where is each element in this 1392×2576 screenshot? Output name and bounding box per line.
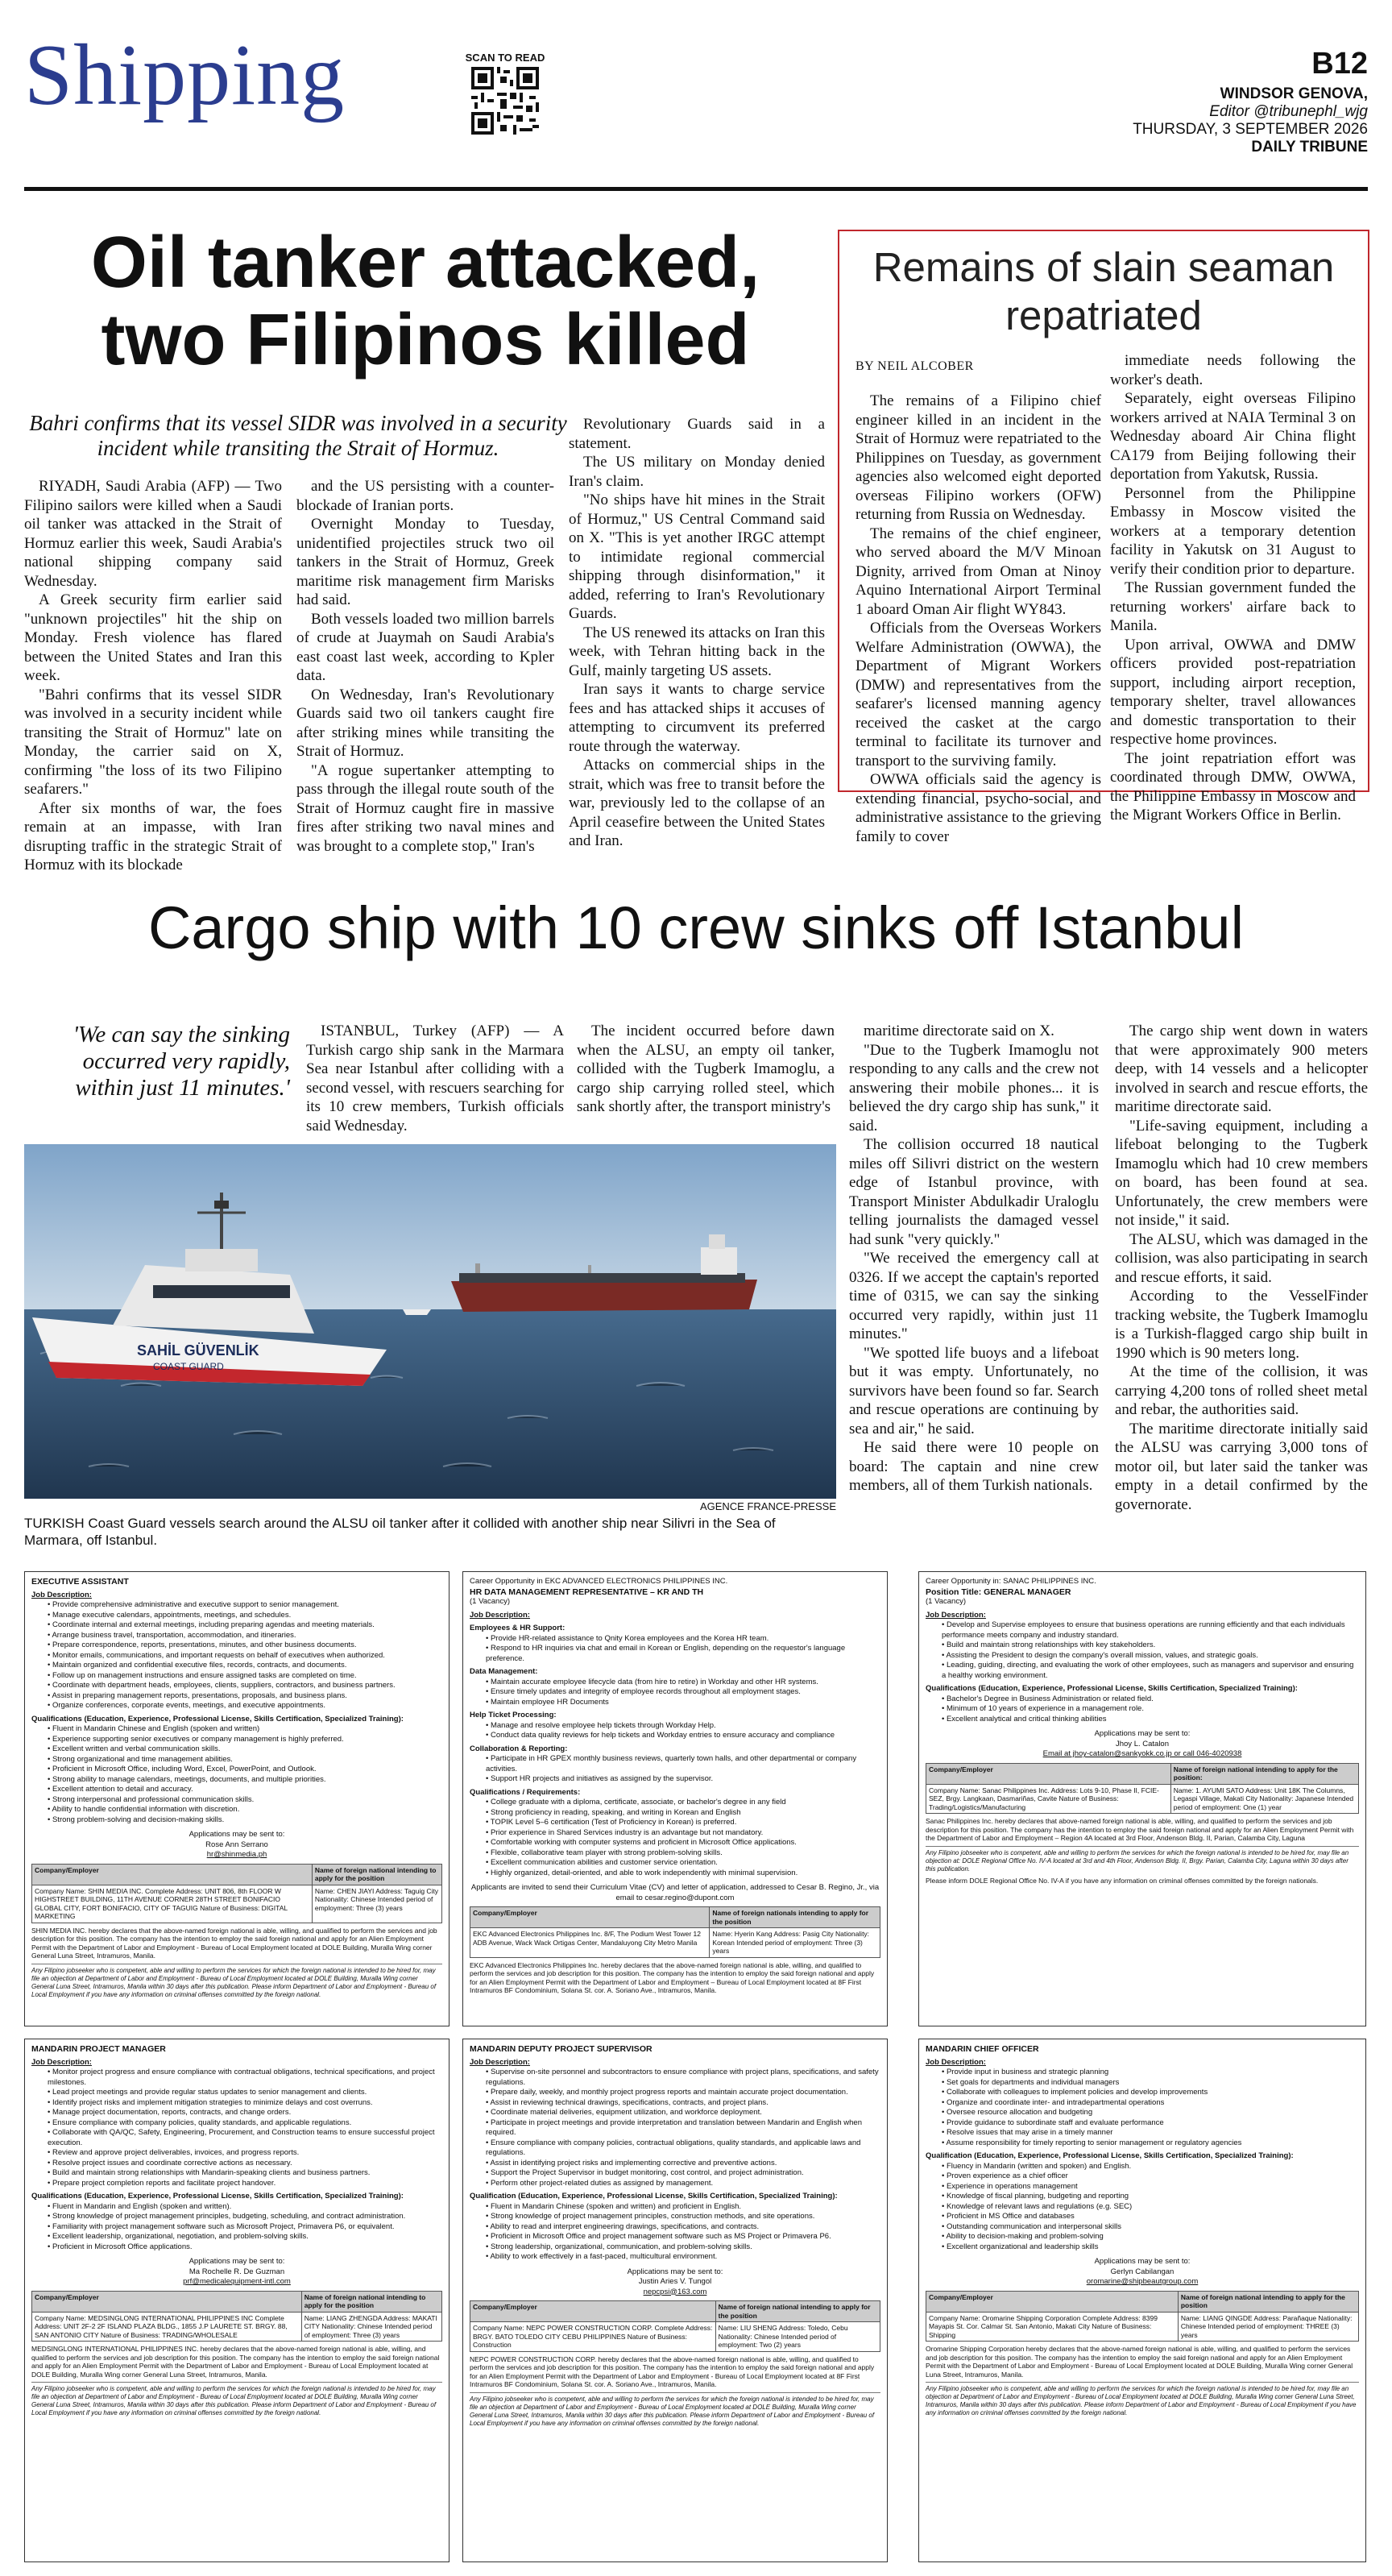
ad-qualification-item: • Ability to handle confidential information with discretion.	[48, 1805, 442, 1815]
ad-qualification-item: • Outstanding communication and interpersonal skills	[942, 2222, 1359, 2233]
ad-qualifications-heading: Qualifications / Requirements:	[470, 1787, 581, 1797]
ad-employer-table	[31, 1864, 442, 1923]
ad-contact-name: Rose Ann Serrano	[205, 1840, 268, 1849]
ad-qualification-item: • Strong interpersonal and professional communication skills.	[48, 1795, 442, 1806]
ad-qualifications-heading: Qualification (Education, Experience, Professional License, Skills Certification, Specialized Training):	[470, 2192, 838, 2201]
ad-qualification-item: • Flexible, collaborative team player with strong problem-solving skills.	[486, 1848, 880, 1859]
ad-qualification-item: • Excellent written and verbal communication skills.	[48, 1744, 442, 1755]
ad-qualification-item: • Strong knowledge of project management principles, construction methods, and site operations.	[486, 2212, 880, 2222]
ad-duty: • Maintain accurate employee lifecycle data (from hire to retire) in Workday and other HR systems.	[486, 1678, 880, 1688]
ad-duty-item: • Maintain organized and confidential executive files, records, contracts, and documents.	[48, 1661, 442, 1671]
job-ad-hr-data-management	[462, 1571, 888, 2026]
ad-qualification-item: • Proficient in MS Office and databases	[942, 2212, 1359, 2222]
ad-qualification-item: • Fluent in Mandarin Chinese (spoken and written) and proficient in English.	[486, 2202, 880, 2213]
ad-objection-notice: Any Filipino jobseeker who is competent, able and willing to perform the services for which the foreign national is intended to be hired for, may file an objection at Department of Labor and Employment - Bureau of Local Employment located at DOLE Building, Muralla Wing corner General Luna Street, Intramuros, Manila within 30 days after this publication. Please inform Department of Labor and Employment - Bureau of Local Employment if you have any information on criminal offenses committed by the foreign national.	[926, 2382, 1359, 2417]
scan-label: SCAN TO READ	[465, 52, 545, 64]
ad-job-description-heading: Job Description:	[926, 1610, 986, 1620]
paragraph: A Greek security firm earlier said "unknown projectiles" hit the ship on Monday. Fresh violence has flared between the United States and Iran this week.	[24, 591, 282, 684]
ad-duty-item: • Assist in preparing management reports, presentations, proposals, and business plans.	[48, 1691, 442, 1702]
ad-contact-email[interactable]: nepcpsi@163.com	[643, 2287, 707, 2296]
table-header-employer: Company/Employer	[926, 2291, 1179, 2312]
ad-duty	[926, 1620, 1359, 1681]
ad-employer-line: Career Opportunity in: SANAC PHILIPPINES INC.	[926, 1577, 1096, 1586]
story3-column-3	[849, 1022, 1099, 1495]
paragraph: "Due to the Tugberk Imamoglu not responding to any calls and the crew not answering their mobile phones... it is believed the dry cargo ship has sunk," it said.	[849, 1041, 1099, 1135]
ad-group-list	[470, 1678, 880, 1708]
ad-vacancy: (1 Vacancy)	[926, 1597, 966, 1606]
ad-qualification-item: • Strong problem-solving and decision-making skills.	[48, 1815, 442, 1826]
ad-duty-item: • Support the Project Supervisor in budget monitoring, cost control, and project administration.	[486, 2168, 880, 2179]
paragraph: The US military on Monday denied Iran's claim.	[569, 454, 825, 490]
boat-label-tr: SAHİL GÜVENLİK	[137, 1342, 259, 1359]
paragraph: ISTANBUL, Turkey (AFP) — A Turkish cargo ship sank in the Marmara Sea near Istanbul after colliding with a second vessel, with rescuers searching for its 10 crew members, Turkish officials said Wednesday.	[306, 1023, 564, 1135]
ad-duty-item: • Assume responsibility for timely reporting to senior management or regulatory agencies	[942, 2138, 1359, 2149]
employer-cell: Company Name: SHIN MEDIA INC. Complete Address: UNIT 806, 8th FLOOR W HIGHSTREET BUILDING, 11TH AVENUE CORNER 28TH STREET BONIFACIO GLOBAL CITY, FORT BONIFACIO, CITY OF TAGUIG Nature of Business: DIGITAL MARKETING	[32, 1885, 313, 1923]
ad-duty-item: • Coordinate with department heads, employees, clients, suppliers, contractors, and business partners.	[48, 1681, 442, 1691]
ad-contact-email[interactable]: hr@shinmedia.ph	[206, 1850, 267, 1859]
pull-quote: 'We can say the sinking occurred very rapidly, within just 11 minutes.'	[72, 1022, 290, 1101]
story2-column-1	[856, 392, 1101, 846]
ad-employer-table	[926, 1763, 1359, 1815]
table-header-employer: Company/Employer	[470, 1907, 710, 1928]
ad-duty-item: • Collaborate with QA/QC, Safety, Engineering, Procurement, and Construction teams to ensure successful project execution.	[48, 2128, 442, 2148]
ad-duty: • Participate in HR GPEX monthly business reviews, quarterly town halls, and other departmental or company activities.	[486, 1754, 880, 1774]
paragraph: "No ships have hit mines in the Strait of Hormuz," US Central Command said on X. "This is yet another IRGC attempt to intimidate regional commercial shipping through disinformation," it added, referring to Iran's Revolutionary Guards.	[569, 492, 825, 622]
ad-duty: • Conduct data quality reviews for help tickets and Workday entries to ensure accuracy and compliance	[486, 1731, 880, 1741]
ad-qualification-item: • Strong ability to manage calendars, meetings, documents, and multiple priorities.	[48, 1775, 442, 1786]
editor-handle: Editor @tribunephl_wjg	[1209, 103, 1368, 120]
ad-duty-item: • Lead project meetings and provide regular status updates to senior management and clients.	[48, 2088, 442, 2098]
ad-group-heading: Employees & HR Support:	[470, 1624, 566, 1632]
ad-contact-name: Gerlyn Cabilangan	[1110, 2267, 1174, 2276]
ad-duty-item: • Prepare correspondence, reports, presentations, minutes, and other business documents.	[48, 1641, 442, 1651]
paragraph: "A rogue supertanker attempting to pass through the illegal route south of the Strait of Hormuz caught fire in massive fires after striking two naval mines and was brought to a complete stop," Iran's	[296, 761, 554, 855]
paragraph: According to the VesselFinder tracking website, the Tugberk Imamoglu is a Turkish-flagged cargo ship built in 1990 which is 90 meters long.	[1115, 1288, 1368, 1362]
ad-duty-item: • Develop and Supervise employees to ensure that business operations are running efficiently and that each individuals performance meets company and industry standard.	[942, 1620, 1359, 1641]
editor-block	[1133, 85, 1368, 156]
ad-qualification-item: • Minimum of 10 years of experience in a management role.	[942, 1704, 1359, 1715]
story3-column-2	[577, 1022, 835, 1117]
paragraph: RIYADH, Saudi Arabia (AFP) — Two Filipino sailors were killed when a Saudi oil tanker was attacked in the Strait of Hormuz earlier this week, Saudi Arabia's national shipping company said Wednesday.	[24, 478, 282, 590]
table-header-foreign-national: Name of foreign national intending to apply for the position:	[1170, 1763, 1358, 1784]
ad-employer-table	[470, 2300, 880, 2352]
ad-duty-item: • Provide input in business and strategic planning	[942, 2068, 1359, 2078]
photo-credit: AGENCE FRANCE-PRESSE	[699, 1500, 836, 1512]
ad-duty-item: • Organize conferences, corporate events, meetings, and executive appointments.	[48, 1701, 442, 1711]
ad-duty-item: • Perform other project-related duties as assigned by management.	[486, 2179, 880, 2189]
ad-objection-notice: Any Filipino jobseeker who is competent, able and willing to perform the services for which the foreign national is intended to be hired for, may file an objection at Department of Labor and Employment - Bureau of Local Employment located at DOLE Building, Muralla Wing corner General Luna Street, Intramuros, Manila within 30 days after this publication. Please inform Department of Labor and Employment - Bureau of Local Employment if you have any information on criminal offenses committed by the foreign national.	[31, 1964, 442, 1999]
page-number: B12	[1311, 47, 1368, 81]
paragraph: Both vessels loaded two million barrels of crude at Juaymah on Saudi Arabia's east coast last week, according to Kpler data.	[296, 610, 554, 684]
foreign-national-cell: Name: LIANG ZHENGDA Address: MAKATI CITY Nationality: Chinese Intended period of employment: Three (3) years	[301, 2312, 441, 2342]
masthead-rule	[24, 187, 1368, 191]
ad-qualification-item: • Fluent in Mandarin Chinese and English (spoken and written)	[48, 1724, 442, 1735]
ad-qualification-item: • Ability to work effectively in a fast-paced, multicultural environment.	[486, 2252, 880, 2263]
ad-duty-item: • Organize and coordinate inter- and intradepartmental operations	[942, 2098, 1359, 2109]
employer-cell: EKC Advanced Electronics Philippines Inc. 8/F, The Podium West Tower 12 ADB Avenue, Wack Wack Ortigas Center, Mandaluyong City Metro Manila	[470, 1928, 710, 1958]
ad-qualification	[31, 1724, 442, 1825]
employer-cell: Company Name: MEDSINGLONG INTERNATIONAL PHILIPPINES INC Complete Address: UNIT 2F-2 2F ISLAND PLAZA BLDG., 1855 J.P LAURETE ST. BRGY. 88, SAN ANTONIO CITY Nature of Business: TRADING/WHOLESALE	[32, 2312, 302, 2342]
ad-vacancy: (1 Vacancy)	[470, 1597, 510, 1606]
ad-duty	[926, 2068, 1359, 2148]
ad-contact-email[interactable]: Email at jhoy-catalon@sankyokk.co.jp or call 046-4020938	[1042, 1749, 1242, 1758]
ad-employer-table	[926, 2291, 1359, 2342]
ad-contact-email[interactable]: oromarine@shipbeautgroup.com	[1086, 2277, 1199, 2286]
table-header-foreign-national: Name of foreign nationals intending to apply for the position	[710, 1907, 880, 1928]
ad-group-list	[470, 1721, 880, 1741]
paragraph: Revolutionary Guards said in a statement.	[569, 416, 825, 452]
story1-column-3	[569, 415, 825, 851]
headline-cargo-ship: Cargo ship with 10 crew sinks off Istanbul	[147, 894, 1245, 961]
ad-duty-item: • Prepare daily, weekly, and monthly project progress reports and maintain accurate project documentation.	[486, 2088, 880, 2098]
ad-duty-item: • Leading, guiding, directing, and evaluating the work of other employees, such as managers and supervisor and ensuring a healthy working environment.	[942, 1661, 1359, 1681]
ad-qualification	[926, 2162, 1359, 2253]
ad-duty-item: • Provide comprehensive administrative and executive support to senior management.	[48, 1600, 442, 1611]
qr-code-icon[interactable]	[471, 67, 539, 135]
ad-qualification	[31, 2202, 442, 2253]
ad-declaration: NEPC POWER CONSTRUCTION CORP. hereby declares that the above-named foreign national is able, willing, and qualified to perform the services and job description for this position. The company has the intention to employ the said foreign national and apply for an Alien Employment Permit with the Department of Labor and Employment - Bureau of Local Employment located at 8F First Intramuros BF Condominium, Solana St. cor. A. Soriano Ave., Intramuros, Manila.	[470, 2354, 875, 2388]
ad-declaration: MEDSINGLONG INTERNATIONAL PHILIPPINES INC. hereby declares that the above-named foreign national is able, willing, and qualified to perform the services and job description for this position. The company has the intention to employ the said foreign national and apply for an Alien Employment Permit with the Department of Labor and Employment - Bureau of Local Employment located at DOLE Building, Muralla Wing corner General Luna Street, Intramuros, Manila.	[31, 2345, 440, 2379]
paragraph: The collision occurred 18 nautical miles off Silivri district on the western edge of Istanbul province, with Transport Minister Abdulkadir Uraloglu telling journalists the damaged vessel had sunk "very quickly."	[849, 1136, 1099, 1248]
ad-qualifications-heading: Qualifications (Education, Experience, Professional License, Skills Certification, Specialized Training):	[31, 2192, 404, 2201]
ad-duty-item: • Monitor emails, communications, and important requests on behalf of executives when authorized.	[48, 1651, 442, 1661]
ad-duty-item: • Participate in project meetings and provide interpretation and translation between Mandarin and English when required.	[486, 2118, 880, 2138]
ad-qualification-item: • Experience in operations management	[942, 2182, 1359, 2192]
ad-qualification-item: • College graduate with a diploma, certificate, associate, or bachelor's degree in any field	[486, 1798, 880, 1808]
paragraph: OWWA officials said the agency is extending financial, psycho-social, and administrative assistance to the grieving family to cover	[856, 771, 1101, 845]
headline-repatriation: Remains of slain seaman repatriated	[872, 244, 1335, 338]
ad-qualification-item: • Comfortable working with computer systems and proficient in Microsoft Office applications.	[486, 1838, 880, 1848]
ad-group-heading: Data Management:	[470, 1667, 538, 1676]
foreign-national-cell: Name: 1. AYUMI SATO Address: Unit 18K The Columns, Legaspi Village, Makati City Nationality: Japanese Intended period of employment: One (1) year	[1170, 1784, 1358, 1814]
ad-qualification-item: • Highly organized, detail-oriented, and able to work independently with minimal supervision.	[486, 1869, 880, 1879]
ad-apply-label: Applications may be sent to:	[1094, 2257, 1191, 2266]
ad-job-description-heading: Job Description:	[31, 2057, 92, 2067]
ad-qualification-item: • Strong knowledge of project management principles, budgeting, scheduling, and contract administration.	[48, 2212, 442, 2222]
ad-duty-item: • Identify project risks and implement mitigation strategies to minimize delays and cost overruns.	[48, 2098, 442, 2109]
ad-duty-item: • Monitor project progress and ensure compliance with contractual obligations, technical specifications, and project milestones.	[48, 2068, 442, 2088]
paragraph: At the time of the collision, it was carrying 4,200 tons of rolled sheet metal and rebar, the authorities said.	[1115, 1363, 1368, 1418]
ad-employer-table	[470, 1906, 880, 1958]
coast-guard-photo	[24, 1144, 836, 1499]
paragraph: The incident occurred before dawn when the ALSU, an empty oil tanker, collided with the Tugberk Imamoglu, a cargo ship carrying rolled steel, which sank shortly after, the transport ministry's	[577, 1023, 835, 1115]
ad-qualification	[470, 1798, 880, 1878]
table-header-employer: Company/Employer	[32, 2291, 302, 2312]
ad-duty-item: • Collaborate with colleagues to implement policies and develop improvements	[942, 2088, 1359, 2098]
ad-declaration: Oromarine Shipping Corporation hereby declares that the above-named foreign national is able, willing, and qualified to perform the services and job description for this position. The company has the intention to employ the said foreign national and apply for an Alien Employment Permit with the Department of Labor and Employment - Bureau of Local Employment located at DOLE Building, Muralla Wing corner General Luna Street, Intramuros, Manila.	[926, 2345, 1353, 2379]
qr-block[interactable]	[463, 52, 547, 135]
headline-tanker: Oil tanker attacked, two Filipinos killed	[90, 222, 760, 380]
ad-duty: • Provide HR-related assistance to Qnity Korea employees and the Korea HR team.	[486, 1634, 880, 1645]
job-ad-chief-officer	[918, 2039, 1366, 2562]
ad-duty-item: • Set goals for departments and individual managers	[942, 2078, 1359, 2089]
ad-declaration: SHIN MEDIA INC. hereby declares that the above-named foreign national is able, willing, and qualified to perform the services and job description for this position. The company has the intention to employ the said foreign national and apply for an Alien Employment Permit with the Department of Labor and Employment - Bureau of Local Employment located at DOLE Building, Muralla Wing corner General Luna Street, Intramuros, Manila.	[31, 1926, 437, 1960]
ad-qualification-item: • Experience supporting senior executives or company management is highly preferred.	[48, 1735, 442, 1745]
table-header-employer: Company/Employer	[32, 1864, 313, 1885]
ad-duty-item: • Resolve issues that may arise in a timely manner	[942, 2128, 1359, 2138]
ad-qualification-item: • Knowledge of relevant laws and regulations (e.g. SEC)	[942, 2202, 1359, 2213]
table-header-foreign-national: Name of foreign national intending to apply for the position	[715, 2301, 880, 2322]
ad-duty-item: • Review and approve project deliverables, invoices, and progress reports.	[48, 2148, 442, 2159]
ad-duty-item: • Ensure compliance with company policies, quality standards, and applicable regulations.	[48, 2118, 442, 2129]
ad-qualification-item: • Strong leadership, organizational, communication, and problem-solving skills.	[486, 2242, 880, 2253]
table-header-foreign-national: Name of foreign national intending to apply for the position	[301, 2291, 441, 2312]
story1-column-2	[296, 477, 554, 856]
ad-job-description-heading: Job Description:	[31, 1590, 92, 1599]
ad-duty-item: • Manage project documentation, reports, contracts, and change orders.	[48, 2108, 442, 2118]
ad-duty-item: • Follow up on management instructions and ensure assigned tasks are completed on time.	[48, 1671, 442, 1682]
ad-duty: • Maintain employee HR Documents	[486, 1698, 880, 1708]
ad-qualification	[926, 1695, 1359, 1725]
paragraph: "Bahri confirms that its vessel SIDR was involved in a security incident while transiting the Strait of Hormuz" late on Monday, the carrier said on X, confirming "the loss of its two Filipino seafarers."	[24, 686, 282, 798]
ad-qualification-item: • Knowledge of fiscal planning, budgeting and reporting	[942, 2192, 1359, 2202]
paragraph: Upon arrival, OWWA and DMW officers provided post-repatriation support, including airport reception, temporary shelter, travel allowances and domestic transportation to their respective home provinces.	[1110, 636, 1356, 748]
ad-duty-item: • Manage executive calendars, appointments, meetings, and schedules.	[48, 1611, 442, 1621]
ad-duty-item: • Coordinate internal and external meetings, including preparing agendas and meeting materials.	[48, 1620, 442, 1631]
ad-employer-table	[31, 2291, 442, 2342]
story3-column-4	[1115, 1022, 1368, 1514]
ad-qualification-item: • Excellent organizational and leadership skills	[942, 2242, 1359, 2253]
paragraph: Iran says it wants to charge service fees and has attacked ships it accuses of attempting to circumvent its preferred route through the waterway.	[569, 681, 825, 755]
ad-duty-item: • Arrange business travel, transportation, accommodation, and itineraries.	[48, 1631, 442, 1641]
paragraph: The maritime directorate initially said the ALSU was carrying 3,000 tons of motor oil, but later said the tanker was empty in a detail confirmed by the governorate.	[1115, 1420, 1368, 1513]
job-ad-executive-assistant	[24, 1571, 450, 2026]
ad-duty-item: • Build and maintain strong relationships with key stakeholders.	[942, 1641, 1359, 1651]
job-ad-general-manager	[918, 1571, 1366, 2026]
ad-duty-item: • Build and maintain strong relationships with Mandarin-speaking clients and business partners.	[48, 2168, 442, 2179]
ad-qualification-item: • Excellent leadership, organizational, negotiation, and problem-solving skills.	[48, 2232, 442, 2242]
table-header-foreign-national: Name of foreign national intending to apply for the position	[1178, 2291, 1358, 2312]
ad-job-description-heading: Job Description:	[926, 2057, 986, 2067]
ad-duty-item: • Supervise on-site personnel and subcontractors to ensure compliance with project plans, specifications, and safety regulations.	[486, 2068, 880, 2088]
ad-apply-label: Applications may be sent to:	[1094, 1729, 1191, 1738]
paragraph: Separately, eight overseas Filipino workers arrived at NAIA Terminal 3 on Wednesday aboard Air China flight CA179 from Beijing following their deportation from Yakutsk, Russia.	[1110, 390, 1356, 483]
table-header-employer: Company/Employer	[470, 2301, 716, 2322]
photo-caption: TURKISH Coast Guard vessels search around the ALSU oil tanker after it collided with another ship near Silivri in the Sea of Marmara, off Istanbul.	[24, 1516, 776, 1548]
ad-duty-item: • Assist in reviewing technical drawings, specifications, contracts, and project plans.	[486, 2098, 880, 2109]
ad-duty-item: • Assisting the President to design the company's overall mission, values, and strategic goals.	[942, 1651, 1359, 1661]
ad-objection-notice: Any Filipino jobseeker who is competent, able and willing to perform the services for which the foreign national is intended to be hired for, may file an objection at: DOLE Regional Office No. IV-A located at 3rd and 4th Floor, Andenson Bldg. II, Brgy. Parian, Calamba City, Laguna within 30 days after this publication.	[926, 1846, 1359, 1873]
paragraph: The remains of the chief engineer, who served aboard the M/V Minoan Dignity, arrived from Oman at Ninoy Aquino International Airport Terminal 1 aboard Oman Air flight WY843.	[856, 525, 1101, 618]
employer-cell: Company Name: Oromarine Shipping Corporation Complete Address: 8399 Mayapis St. Cor. Calmar St. San Antonio, Makati City Nature of Business: Shipping	[926, 2312, 1179, 2342]
paragraph: He said there were 10 people on board: The captain and nine crew members, all of them Turkish nationals.	[849, 1439, 1099, 1494]
story1-column-1	[24, 477, 282, 875]
ad-qualification-item: • Bachelor's Degree in Business Administration or related field.	[942, 1695, 1359, 1705]
ad-duty-item: • Provide guidance to subordinate staff and evaluate performance	[942, 2118, 1359, 2129]
ad-duty-item: • Resolve project issues and coordinate corrective actions as necessary.	[48, 2159, 442, 2169]
paragraph: "Life-saving equipment, including a lifeboat belonging to the Tugberk Imamoglu which had 10 crew members on board, has been found at sea. Unfortunately, the crew members were not inside," it said.	[1115, 1117, 1368, 1229]
ad-qualification-item: • Excellent communication abilities and customer service orientation.	[486, 1858, 880, 1869]
paper-name: DAILY TRIBUNE	[1251, 139, 1368, 156]
foreign-national-cell: Name: LIU SHENG Address: Toledo, Cebu Nationality: Chinese Intended period of employment: Two (2) years	[715, 2322, 880, 2352]
ad-duty	[31, 2068, 442, 2188]
paragraph: "We spotted life buoys and a lifeboat but it was empty. Unfortunately, no survivors have been found so far. Search and rescue operations are continuing by sea and air," he said.	[849, 1344, 1099, 1437]
paragraph: immediate needs following the worker's death.	[1110, 352, 1356, 388]
ad-duty: • Ensure timely updates and integrity of employee records throughout all employment stages.	[486, 1687, 880, 1698]
paragraph: The remains of a Filipino chief engineer killed in an incident in the Strait of Hormuz were repatriated to the Philippines on Tuesday, as government agencies also welcomed eight deported overseas Filipino workers (OFW) returning from Russia on Wednesday.	[856, 392, 1101, 523]
paragraph: and the US persisting with a counter-blockade of Iranian ports.	[296, 478, 554, 514]
section-title: Shipping	[24, 27, 346, 123]
editor-name: WINDSOR GENOVA,	[1220, 85, 1368, 102]
ad-qualification-item: • Familiarity with project management software such as Microsoft Project, Primavera P6, or equivalent.	[48, 2222, 442, 2233]
ad-position-title: Position Title: GENERAL MANAGER	[926, 1587, 1071, 1597]
ad-job-description-heading: Job Description:	[470, 1610, 530, 1620]
ad-group-heading: Help Ticket Processing:	[470, 1711, 557, 1719]
paragraph: The ALSU, which was damaged in the collision, was also participating in search and rescue efforts, it said.	[1115, 1230, 1368, 1286]
ad-qualification-item: • Proficient in Microsoft Office applications.	[48, 2242, 442, 2253]
ad-qualification-item: • Ability to read and interpret engineering drawings, specifications, and contracts.	[486, 2222, 880, 2233]
paragraph: On Wednesday, Iran's Revolutionary Guards said two oil tankers caught fire after striking mines while transiting the Strait of Hormuz.	[296, 686, 554, 760]
job-ad-mandarin-project-manager	[24, 2039, 450, 2562]
ad-duty-item: • Prepare project completion reports and facilitate project handover.	[48, 2179, 442, 2189]
ad-duty	[470, 2068, 880, 2188]
ad-declaration: Sanac Philippines Inc. hereby declares that above-named foreign national is able, willing, and qualified to perform the services and job description for this position. The company has the intention to employ the said foreign national and apply for an Alien Employment Permit with the Department of Labor and Employment – Region 4A located at 3rd Floor, Andenson Bldg. II, Parian, Calamba City, Laguna	[926, 1817, 1354, 1842]
paragraph: maritime directorate said on X.	[864, 1023, 1054, 1039]
paragraph: "We received the emergency call at 0326. If we accept the captain's reported time of 0315, we can say the sinking occurred very rapidly, within just 11 minutes."	[849, 1250, 1099, 1342]
paragraph: The Russian government funded the returning workers' airfare back to Manila.	[1110, 579, 1356, 634]
ad-contact-name: Jhoy L. Catalon	[1115, 1739, 1169, 1748]
job-ad-deputy-project-supervisor	[462, 2039, 888, 2562]
ad-duty	[31, 1600, 442, 1711]
ad-qualifications-heading: Qualifications (Education, Experience, Professional License, Skills Certification, Specialized Training):	[926, 1684, 1298, 1693]
ad-apply-label: Applications may be sent to:	[188, 1830, 285, 1839]
ad-qualification-item: • Fluency in Mandarin (written and spoken) and English.	[942, 2162, 1359, 2172]
table-header-employer: Company/Employer	[926, 1763, 1171, 1784]
ad-qualifications-heading: Qualification (Education, Experience, Professional License, Skills Certification, Specialized Training):	[926, 2151, 1294, 2160]
paragraph: After six months of war, the foes remain at an impasse, with Iran disrupting traffic in the strategic Strait of Hormuz with its blockade	[24, 799, 282, 873]
table-header-foreign-national: Name of foreign national intending to apply for the position	[312, 1864, 441, 1885]
ad-qualification-item: • TOPIK Level 5–6 certification (Test of Proficiency in Korean) is preferred.	[486, 1818, 880, 1828]
paragraph: Officials from the Overseas Workers Welfare Administration (OWWA), the Department of Migrant Workers (DMW) and representatives from the seafarer's licensed manning agency received the casket at the cargo terminal to facilitate its turnover and transport to the surviving family.	[856, 620, 1101, 769]
ad-duty-item: • Oversee resource allocation and budgeting	[942, 2108, 1359, 2118]
ad-qualification-item: • Strong organizational and time management abilities.	[48, 1755, 442, 1765]
ad-position-title: MANDARIN CHIEF OFFICER	[926, 2044, 1039, 2054]
ad-apply-label: Applications may be sent to:	[627, 2267, 723, 2276]
ad-qualification-item: • Ability to decision-making and problem-solving	[942, 2232, 1359, 2242]
employer-cell: Company Name: NEPC POWER CONSTRUCTION CORP. Complete Address: BRGY. BATO TOLEDO CITY CEBU PHILIPPINES Nature of Business: Construction	[470, 2322, 716, 2352]
ad-qualification-item: • Proficient in Microsoft Office, including Word, Excel, PowerPoint, and Outlook.	[48, 1765, 442, 1775]
ad-position-title: MANDARIN DEPUTY PROJECT SUPERVISOR	[470, 2044, 652, 2054]
byline: BY NEIL ALCOBER	[856, 359, 974, 373]
ad-report-notice: Please inform DOLE Regional Office No. IV-A if you have any information on criminal offenses committed by the foreign nationals.	[926, 1876, 1319, 1885]
deck-tanker: Bahri confirms that its vessel SIDR was involved in a security incident while transiting the Strait of Hormuz.	[29, 411, 567, 460]
foreign-national-cell: Name: LIANG QINGDE Address: Parañaque Nationality: Chinese Intended period of employment: THREE (3) years	[1178, 2312, 1358, 2342]
story2-column-2	[1110, 351, 1356, 825]
paragraph: Overnight Monday to Tuesday, unidentified projectiles struck two oil tankers in the Strait of Hormuz, Greek maritime risk management firm Marisks had said.	[296, 516, 554, 608]
ad-objection-notice: Any Filipino jobseeker who is competent, able and willing to perform the services for which the foreign national is intended to be hired for, may file an objection at Department of Labor and Employment - Bureau of Local Employment located at DOLE Building, Muralla Wing corner General Luna Street, Intramuros, Manila within 30 days after this publication. Please inform Department of Labor and Employment - Bureau of Local Employment if you have any information on criminal offenses committed by the foreign national.	[470, 2392, 880, 2428]
ad-qualification-item: • Strong proficiency in reading, speaking, and writing in Korean and English	[486, 1808, 880, 1819]
ad-duty: • Respond to HR inquiries via chat and email in Korean or English, depending on the requestor's language preference.	[486, 1644, 880, 1664]
foreign-national-cell: Name: Hyerin Kang Address: Pasig City Nationality: Korean Intended period of employment: Three (3) years	[710, 1928, 880, 1958]
story3-column-1	[306, 1022, 564, 1135]
ad-qualification-item: • Fluent in Mandarin and English (spoken and written).	[48, 2202, 442, 2213]
ad-job-description-heading: Job Description:	[470, 2057, 530, 2067]
ad-duty: • Support HR projects and initiatives as assigned by the supervisor.	[486, 1774, 880, 1785]
ad-position-title: HR DATA MANAGEMENT REPRESENTATIVE – KR AND TH	[470, 1587, 704, 1597]
ad-group-list	[470, 1634, 880, 1665]
ad-contact-name: Justin Aries V. Tungol	[638, 2277, 712, 2286]
ad-duty-item: • Assist in identifying project risks and implementing corrective and preventive actions.	[486, 2159, 880, 2169]
ad-group-heading: Collaboration & Reporting:	[470, 1744, 568, 1753]
ad-position-title: MANDARIN PROJECT MANAGER	[31, 2044, 166, 2054]
ad-qualifications-heading: Qualifications (Education, Experience, Professional License, Skills Certification, Specialized Training):	[31, 1714, 404, 1724]
ad-qualification-item: • Excellent analytical and critical thinking abilities	[942, 1715, 1359, 1725]
ad-qualification-item: • Proven experience as a chief officer	[942, 2172, 1359, 2182]
ad-declaration: EKC Advanced Electronics Philippines Inc. hereby declares that the above-named foreign national is able, willing, and qualified to perform the services and job description for this position. The company has the intention to employ the said foreign national and apply for an Alien Employment Permit with the Department of Labor and Employment – Bureau of Local Employment located at 8F First Intramuros BF Condominium, Solana St. cor. A. Soriano Ave., Intramuros, Manila.	[470, 1960, 875, 1994]
ad-duty-item: • Coordinate material deliveries, equipment utilization, and workforce deployment.	[486, 2108, 880, 2118]
ad-qualification	[470, 2202, 880, 2263]
ad-apply-label: Applicants are invited to send their Curriculum Vitae (CV) and letter of application, addressed to Cesar B. Regino, Jr., via email to cesar.regino@dupont.com	[470, 1883, 880, 1902]
foreign-national-cell: Name: CHEN JIAYI Address: Taguig City Nationality: Chinese Intended period of employment: Three (3) years	[312, 1885, 441, 1923]
ad-group-list	[470, 1754, 880, 1785]
ad-qualification-item: • Prior experience in Shared Services industry is an advantage but not mandatory.	[486, 1828, 880, 1839]
ad-qualification-item: • Excellent attention to detail and accuracy.	[48, 1785, 442, 1795]
boat-label-en: COAST GUARD	[153, 1361, 224, 1372]
paragraph: The joint repatriation effort was coordinated through DMW, OWWA, the Philippine Embassy in Moscow and the Migrant Workers Office in Berlin.	[1110, 749, 1356, 823]
ad-employer-line: Career Opportunity in EKC ADVANCED ELECTRONICS PHILIPPINES INC.	[470, 1577, 728, 1586]
ad-apply-label: Applications may be sent to:	[188, 2257, 285, 2266]
issue-date: THURSDAY, 3 SEPTEMBER 2026	[1133, 121, 1368, 138]
ad-contact-email[interactable]: prf@medicalequipment-intl.com	[183, 2277, 291, 2286]
ad-objection-notice: Any Filipino jobseeker who is competent, able and willing to perform the services for which the foreign national is intended to be hired for, may file an objection at Department of Labor and Employment - Bureau of Local Employment located at DOLE Building, Muralla Wing corner General Luna Street, Intramuros, Manila within 30 days after this publication. Please inform Department of Labor and Employment - Bureau of Local Employment if you have any information on criminal offenses committed by the foreign national.	[31, 2382, 442, 2417]
employer-cell: Company Name: Sanac Philippines Inc. Address: Lots 9-10, Phase II, FCIE-SEZ, Brgy. Langkaan, Dasmariñas, Cavite Nature of Business: Trading/Logistics/Manufacturing	[926, 1784, 1171, 1814]
paragraph: The US renewed its attacks on Iran this week, with Tehran hitting back in the Gulf, mainly targeting US assets.	[569, 624, 825, 679]
paragraph: The cargo ship went down in waters that were approximately 900 meters deep, with 14 vessels and a helicopter involved in search and rescue efforts, the maritime directorate said.	[1115, 1023, 1368, 1115]
ad-position-title: EXECUTIVE ASSISTANT	[31, 1577, 129, 1587]
ad-duty: • Manage and resolve employee help tickets through Workday Help.	[486, 1721, 880, 1732]
ad-duty-item: • Ensure compliance with company policies, contractual obligations, quality standards, and applicable laws and regulations.	[486, 2138, 880, 2159]
paragraph: Attacks on commercial ships in the strait, which was free to transit before the war, previously led to the collapse of an April ceasefire between the United States and Iran.	[569, 757, 825, 849]
ad-contact-name: Ma Rochelle R. De Guzman	[188, 2267, 285, 2276]
paragraph: Personnel from the Philippine Embassy in Moscow visited the workers at a temporary detention facility in Yakutsk on 31 August to verify their condition prior to departure.	[1110, 484, 1356, 578]
ad-qualification-item: • Proficient in Microsoft Office and project management software such as MS Project or Primavera P6.	[486, 2232, 880, 2242]
